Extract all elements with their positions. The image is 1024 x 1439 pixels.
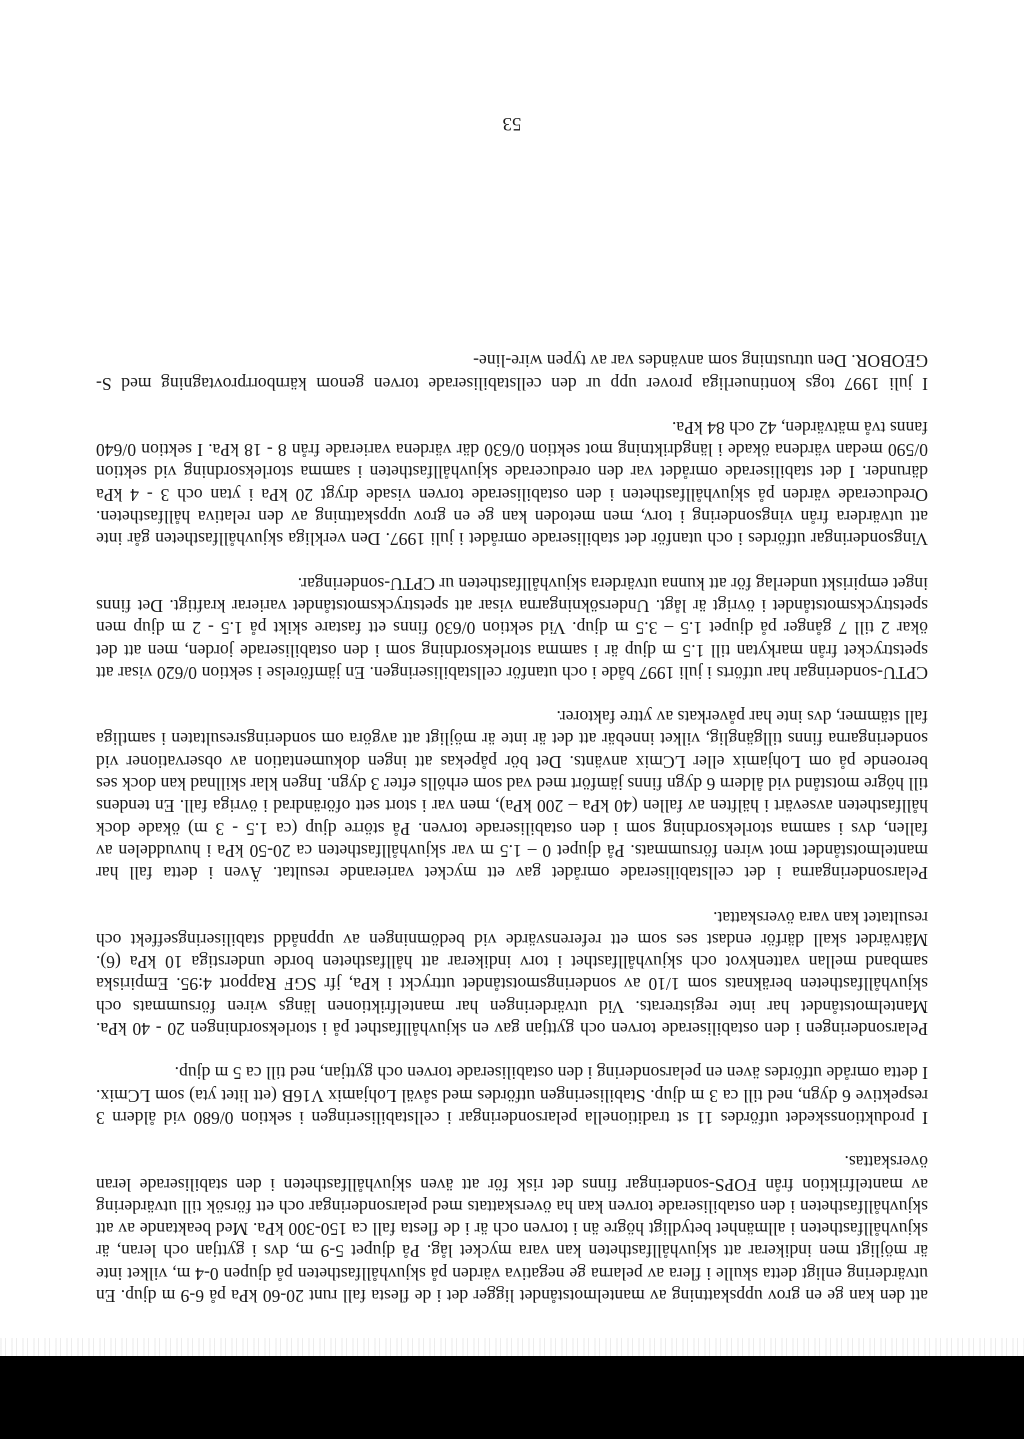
paragraph-3: Pelarsonderingen i den ostabiliserade torven och gyttjan gav en skjuvhållfasthet på i storleksordningen 20 - 40 kPa. Mantelmotståndet har inte registrerats. Vid utvärderingen har mantelfriktionen längs wiren försummats och skjuvhållfastheten beräknats som 1/10 av sonderingsmotståndet uttryckt i kPa, jfr SGF Rapport 4:95. Empiriska samband mellan vattenkvot och skjuvhållfasthet i torv indikerar att hållfastheten borde understiga 10 kPa (6). Mätvärdet skall därför endast ses som ett referensvärde vid bedömningen av uppnådd stabiliseringseffekt och resultatet kan vara överskattat. <box>96 907 928 1040</box>
body-text <box>96 328 928 1307</box>
paragraph-6: Vingsonderingar utfördes i och utanför det stabiliserade området i juli 1997. Den verkliga skjuvhållfastheten går inte att utvärdera från vingsondering i torv, men metoden kan ge en grov uppskattning av den relativa hållfastheten. Oreducerade värden på skjuvhållfastheten i den ostabiliserade torven visade drygt 20 kPa i ytan och 3 - 4 kPa därunder. I det stabiliserade området var den oreducerade skjuvhållfastheten i samma storleksordning vid sektion 0/590 medan värdena ökade i längdriktning mot sektion 0/630 där värdena varierade från 8 - 18 kPa. I sektion 0/640 fanns två mätvärden, 42 och 84 kPa. <box>96 417 928 550</box>
paragraph-1: att den kan ge en grov uppskattning av mantelmotståndet ligger det i de flesta fall runt 20-60 kPa på 6-9 m djup. En utvärdering enligt detta skulle i flera av pelarna ge negativa värden på skjuvhållfastheten på djupen 0-4 m, vilket inte är möjligt men indikerar att skjuvhållfastheten kan vara mycket låg. På djupet 5-9 m, dvs i gyttjan och leran, är skjuvhållfastheten i allmänhet betydligt högre än i torven och är i de flesta fall ca 150-300 kPa. Med beaktande av att skjuvhållfastheten i den ostabiliserade torven kan ha överskattats med pelarsonderingar och ett försök till utvärdering av mantelfriktion från FOPS-sonderingar finns det risk för att även skjuvhållfastheten i den stabiliserade leran överskattas. <box>96 1152 928 1306</box>
paragraph-5: CPTU-sonderingar har utförts i juli 1997 både i och utanför cellstabiliseringen. En jämförelse i sektion 0/620 visar att spetstrycket från markytan till 1.5 m djup är i samma storleksordning som i den ostabiliserade jorden, men att det ökar 2 till 7 gånger på djupet 1.5 – 3.5 m djup. Vid sektion 0/630 finns ett fastare skikt på 1.5 - 2 m djup men spetstrycksmotståndet i övrigt är lågt. Undersökningarna visar att spetstrycksmotståndet varierar kraftigt. Det finns inget empiriskt underlag för att kunna utvärdera skjuvhållfastheten ur CPTU-sonderingar. <box>96 573 928 683</box>
scan-noise <box>0 1338 1024 1356</box>
paragraph-2: I produktionsskedet utfördes 11 st traditionella pelarsonderingar i cellstabiliseringen i sektion 0/680 vid åldern 3 respektive 6 dygn, ned till ca 3 m djup. Stabiliseringen utfördes med såväl Lohjamix V16B (ett litet yta) som LCmix. I detta område utfördes även en pelarsondering i den ostabiliserade torven och gyttjan, ned till ca 5 m djup. <box>96 1063 928 1128</box>
page-number: 53 <box>502 113 522 134</box>
scan-edge-bar <box>0 1356 1024 1439</box>
paragraph-4: Pelarsonderingarna i det cellstabiliserade området gav ett mycket varierande resultat. Även i detta fall har mantelmotståndet mot wiren försummats. På djupet 0 – 1.5 m var skjuvhållfastheten ca 20-50 kPa i huvuddelen av fallen, dvs i samma storleksordning som i den ostabiliserade torven. På större djup (ca 1.5 - 3 m) ökade dock hållfastheten avsevärt i hälften av fallen (40 kPa – 200 kPa), men var i stort sett oförändrad i övriga fall. En tendens till högre motstånd vid åldern 6 dygn finns jämfört med vad som erhölls efter 3 dygn. Ingen klar skillnad kan dock ses beroende på om Lohjamix eller LCmix använts. Det bör påpekas att ingen dokumentation av observationer vid sonderingarna finns tillgänglig, vilket innebär att det är inte är möjligt att avgöra om sonderingsresultaten i samtliga fall stämmer, dvs inte har påverkats av yttre faktorer. <box>96 707 928 884</box>
paragraph-7: I juli 1997 togs kontinuerliga prover upp ur den cellstabiliserade torven genom kärnborrprovtagning med S-GEOBOR. Den utrustning som användes var av typen wire-line- <box>96 351 928 394</box>
